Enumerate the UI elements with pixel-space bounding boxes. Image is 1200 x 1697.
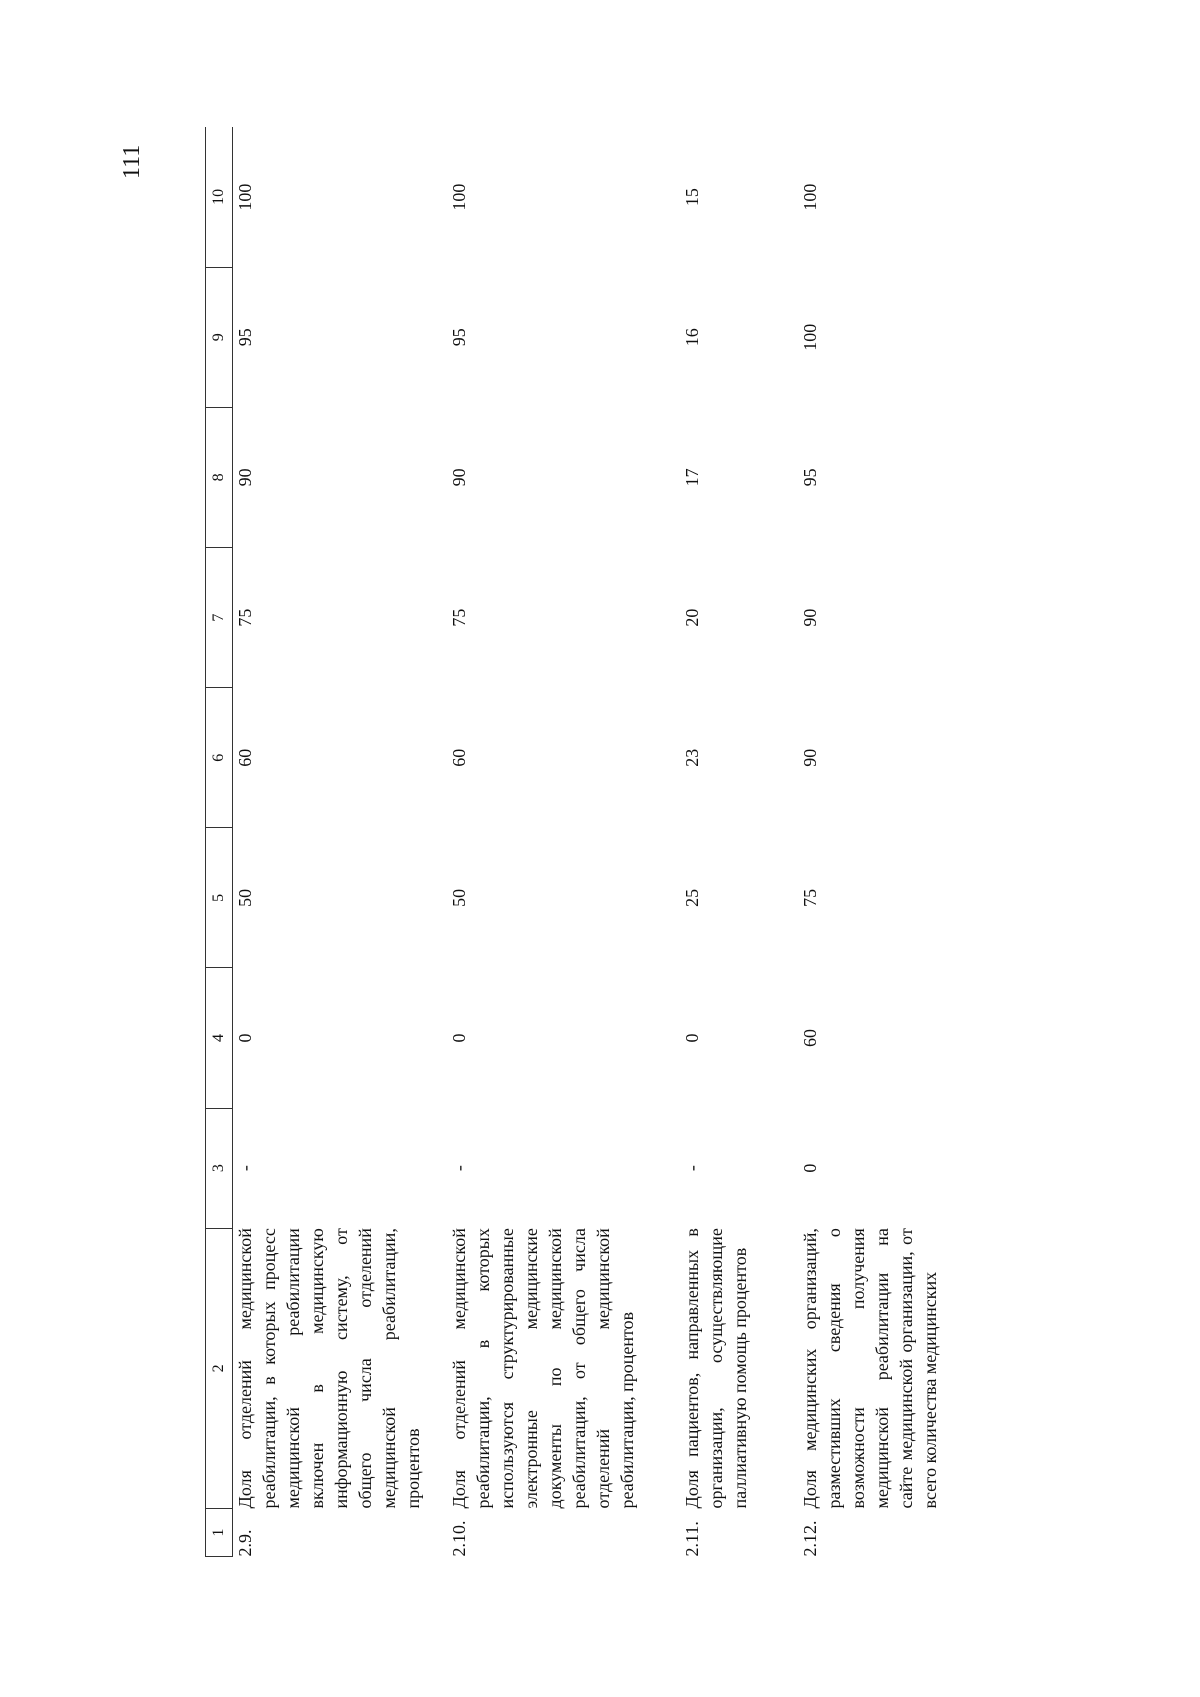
header-row — [206, 127, 233, 1557]
row-number: 2.10. — [449, 1520, 469, 1557]
row-value: 90 — [800, 608, 820, 627]
row-value: 60 — [235, 748, 255, 767]
row-value: 0 — [800, 1163, 820, 1173]
row-value: 50 — [235, 888, 255, 907]
row-value: - — [682, 1165, 702, 1172]
row-value: 0 — [682, 1033, 702, 1043]
row-value: 60 — [449, 748, 469, 767]
indicators-table — [205, 127, 994, 1557]
row-description: Доля пациентов, направленных в организации, осуществляющие паллиативную помощь процентов — [682, 1228, 750, 1509]
row-value: 17 — [682, 468, 702, 487]
row-value: 0 — [235, 1033, 255, 1043]
row-value: 100 — [800, 183, 820, 211]
row-value: 100 — [449, 183, 469, 211]
row-value: 16 — [682, 328, 702, 347]
row-value: 90 — [449, 468, 469, 487]
table-row — [447, 127, 680, 1557]
row-number: 2.11. — [682, 1521, 702, 1557]
row-value: 20 — [682, 608, 702, 627]
table-row — [798, 127, 994, 1557]
row-value: 25 — [682, 888, 702, 907]
header-col-10: 10 — [206, 127, 233, 267]
header-col-6: 6 — [206, 688, 233, 828]
row-value: - — [449, 1165, 469, 1172]
row-description: Доля медицинских организаций, разместивших сведения о возможности получения медицинской реабилитации на сайте медицинской организации, от всего количества медицинских — [800, 1228, 940, 1509]
row-description: Доля отделений медицинской реабилитации, в которых процесс медицинской реабилитации включен в медицинскую информационную систему, от общего числа отделений медицинской реабилитации, процентов — [235, 1228, 423, 1509]
row-value: 50 — [449, 888, 469, 907]
header-col-2: 2 — [206, 1228, 233, 1508]
table-row — [233, 127, 448, 1557]
row-number: 2.9. — [235, 1529, 255, 1557]
table-row — [680, 127, 798, 1557]
row-value: 100 — [800, 323, 820, 351]
header-col-5: 5 — [206, 828, 233, 968]
row-description: Доля отделений медицинской реабилитации, в которых используются структурированные электронные медицинские документы по медицинской реабилитации, от общего числа отделений медицинской реабилитации, процентов — [449, 1228, 637, 1509]
row-value: 75 — [800, 888, 820, 907]
rotated-table-container — [205, 127, 995, 1557]
row-value: 60 — [800, 1028, 820, 1047]
row-value: 15 — [682, 188, 702, 207]
header-col-7: 7 — [206, 547, 233, 687]
header-col-1: 1 — [206, 1508, 233, 1556]
row-value: 0 — [449, 1033, 469, 1043]
row-value: 95 — [800, 468, 820, 487]
row-value: 90 — [235, 468, 255, 487]
row-value: 90 — [800, 748, 820, 767]
header-col-8: 8 — [206, 407, 233, 547]
row-value: 23 — [682, 748, 702, 767]
row-value: 75 — [449, 608, 469, 627]
row-value: 75 — [235, 608, 255, 627]
row-value: 95 — [449, 328, 469, 347]
header-col-4: 4 — [206, 968, 233, 1108]
page-number: 111 — [119, 144, 145, 179]
row-number: 2.12. — [800, 1520, 820, 1557]
row-value: 100 — [235, 183, 255, 211]
row-value: - — [235, 1165, 255, 1172]
header-col-3: 3 — [206, 1108, 233, 1228]
header-col-9: 9 — [206, 267, 233, 407]
row-value: 95 — [235, 328, 255, 347]
